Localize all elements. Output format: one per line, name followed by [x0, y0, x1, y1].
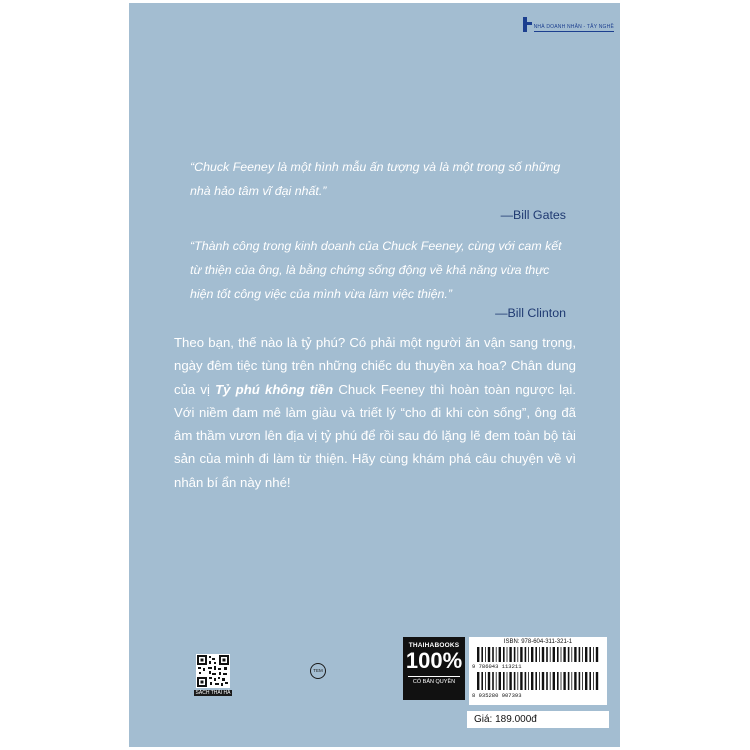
barcode-bar: [579, 647, 581, 662]
quote-author-bill-clinton: —Bill Clinton: [495, 306, 566, 320]
barcode-bar: [585, 647, 587, 662]
quote-bill-gates: “Chuck Feeney là một hình mẫu ấn tượng và là một trong số những nhà hảo tâm vĩ đại nhất.”: [190, 160, 561, 198]
barcode-bar: [517, 672, 518, 690]
barcode-bar: [539, 672, 540, 690]
barcode-bar: [546, 647, 548, 662]
copyright-percent: 100%: [405, 648, 463, 673]
barcode-bar: [589, 672, 591, 690]
description-part-1: Theo bạn, thế nào là tỷ phú? Có phải một người ăn vận sang trọng, ngày đêm tiệc tùng trên những chiếc du thuyền xa hoa? Chân dung của vị: [174, 335, 576, 397]
barcode-bar: [568, 672, 570, 690]
barcode-bar: [525, 647, 527, 662]
quote-author-bill-gates: —Bill Gates: [500, 208, 566, 222]
barcode-bars-top-icon: [477, 647, 599, 662]
barcode-bar: [525, 672, 527, 690]
qr-code-label: SÁCH THÁI HÀ: [195, 690, 231, 696]
barcode-bar: [582, 647, 583, 662]
barcode-bar: [499, 647, 501, 662]
barcode-bar: [550, 672, 551, 690]
barcode-bar: [481, 647, 483, 662]
barcode-digits-bottom: 8 935280 907393: [472, 692, 522, 699]
barcode-bar: [477, 647, 479, 662]
barcode-bar: [563, 672, 565, 690]
barcode-bar: [528, 672, 529, 690]
barcode-bar: [477, 672, 479, 690]
barcode-bar: [557, 672, 559, 690]
barcode-bar: [503, 647, 505, 662]
barcode-bar: [585, 672, 587, 690]
barcode-bar: [542, 672, 544, 690]
barcode-bar: [496, 672, 497, 690]
barcode-bar: [593, 672, 594, 690]
barcode-bar: [561, 647, 562, 662]
barcode-bar: [520, 672, 522, 690]
quote-bill-clinton: “Thành công trong kinh doanh của Chuck Feeney, cùng với cam kết từ thiện của ông, là bằng chứng sống động về khả năng vừa thực hiện tốt công việc của mình vừa làm việc thiện.”: [190, 239, 562, 301]
barcode-bar: [574, 672, 576, 690]
barcode-bar: [528, 647, 529, 662]
isbn-number: ISBN: 978-604-311-321-1: [503, 639, 573, 645]
barcode-bar: [574, 647, 576, 662]
copyright-subtitle: CÓ BẢN QUYỀN: [408, 676, 460, 685]
price-label: Giá: 189.000đ: [467, 711, 609, 728]
barcode-bar: [488, 647, 490, 662]
publisher-logo: [523, 17, 614, 32]
barcode-bar: [539, 647, 540, 662]
copyright-badge: [403, 637, 465, 700]
barcode-bar: [582, 672, 583, 690]
barcode-bar: [568, 647, 570, 662]
barcode-bar: [563, 647, 565, 662]
barcode-bar: [517, 647, 518, 662]
barcode-bar: [589, 647, 591, 662]
barcode-bar: [496, 647, 497, 662]
qr-code-block: [195, 654, 231, 696]
barcode-bar: [557, 647, 559, 662]
barcode-bar: [499, 672, 501, 690]
book-back-cover: [129, 3, 620, 747]
barcode-bar: [535, 647, 537, 662]
barcode-bar: [596, 672, 598, 690]
description-book-title: Tỷ phú không tiền: [215, 381, 334, 397]
barcode-bar: [507, 647, 508, 662]
barcode-bar: [593, 647, 594, 662]
barcode-bar: [571, 647, 572, 662]
barcode-bar: [546, 672, 548, 690]
barcode-bar: [481, 672, 483, 690]
barcode-bar: [507, 672, 508, 690]
barcode-digits-top: 9 786043 113211: [472, 663, 522, 670]
barcode-bar: [514, 647, 516, 662]
barcode-bar: [553, 672, 555, 690]
barcode-bar: [531, 647, 533, 662]
description-part-2: Chuck Feeney thì hoàn toàn ngược lại. Với niềm đam mê làm giàu và triết lý “cho đi khi còn sống”, ông đã âm thầm vươn lên địa vị tỷ phú để rồi sau đó lặng lẽ đem toàn bộ tài sản của mình đi làm từ thiện. Hãy cùng khám phá câu chuyện về vì nhân bí ẩn này nhé!: [174, 381, 576, 490]
publisher-name: NHÀ DOANH NHÂN - TÂY NGHỀ: [533, 24, 614, 30]
barcode-bar: [542, 647, 544, 662]
barcode-bar: [492, 672, 494, 690]
barcode-bar: [553, 647, 555, 662]
barcode-bar: [509, 647, 511, 662]
barcode-bars-bottom-icon: [477, 672, 599, 690]
barcode-bar: [579, 672, 581, 690]
barcode-bar: [492, 647, 494, 662]
publisher-mark-icon: [523, 17, 532, 32]
barcode-bar: [485, 647, 486, 662]
barcode-bar: [571, 672, 572, 690]
barcode-bar: [520, 647, 522, 662]
barcode-bar: [485, 672, 486, 690]
barcode-bar: [531, 672, 533, 690]
barcode-bar: [550, 647, 551, 662]
book-description: [174, 331, 576, 494]
qr-code-icon: [196, 654, 230, 688]
copyright-brand: THAIHABOOKS: [408, 642, 460, 649]
barcode-bar: [509, 672, 511, 690]
barcode-bar: [514, 672, 516, 690]
stamp-seal: TEM: [310, 663, 326, 679]
barcode-bar: [561, 672, 562, 690]
barcode-bar: [535, 672, 537, 690]
barcode-bar: [596, 647, 598, 662]
barcode-bar: [503, 672, 505, 690]
barcode-bar: [488, 672, 490, 690]
isbn-barcode: [469, 637, 607, 705]
